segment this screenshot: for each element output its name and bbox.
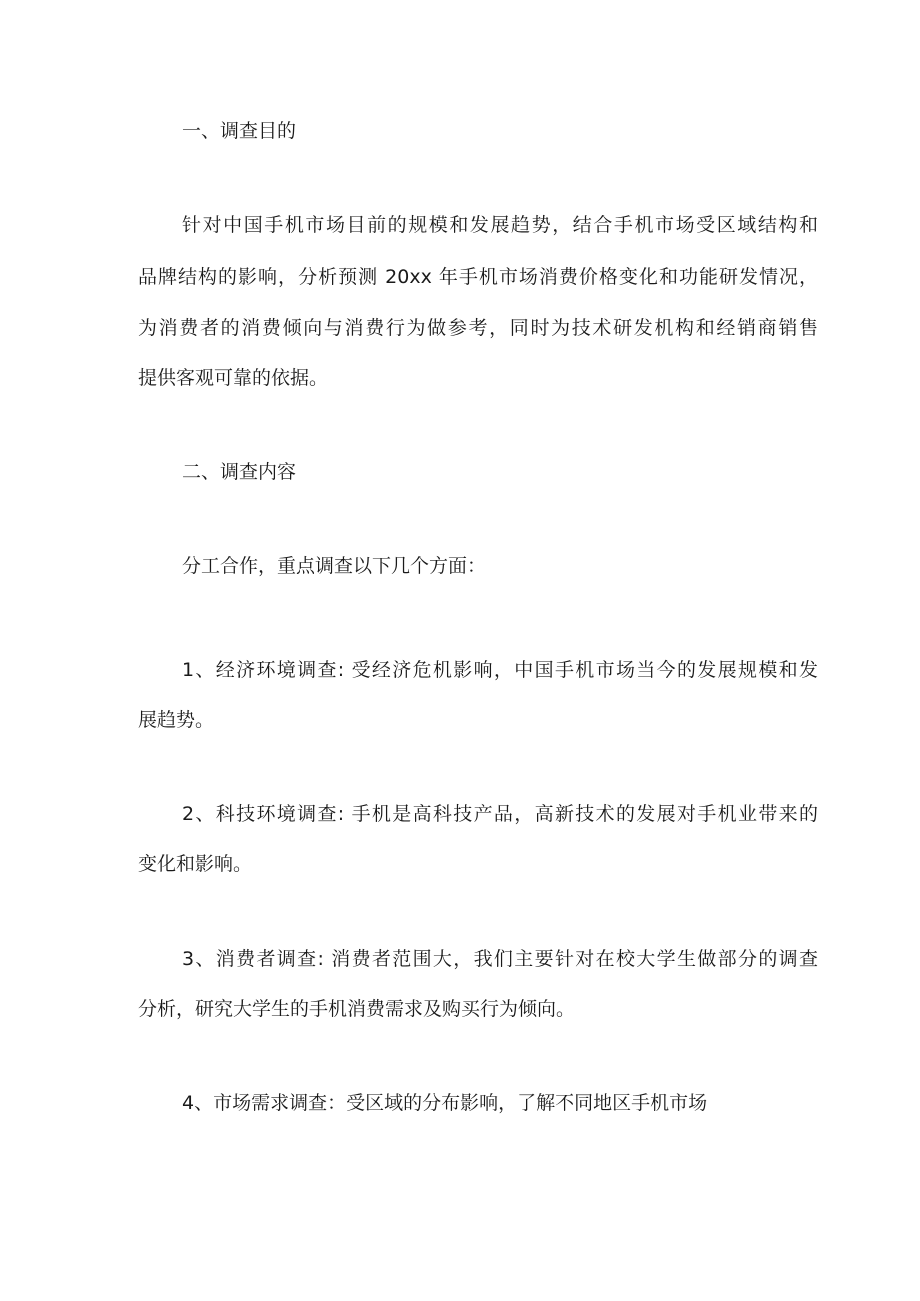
paragraph-line: 针对中国手机市场目前的规模和发展趋势，结合手机市场受区域结构和 [182, 214, 818, 236]
list-item-line: 变化和影响。 [138, 853, 253, 875]
list-item-line: 2、科技环境调查: 手机是高科技产品，高新技术的发展对手机业带来的 [182, 803, 818, 825]
paragraph-line: 品牌结构的影响，分析预测 20xx 年手机市场消费价格变化和功能研发情况， [138, 266, 818, 288]
list-item-line: 展趋势。 [138, 709, 215, 731]
list-item-line: 3、消费者调查: 消费者范围大，我们主要针对在校大学生做部分的调查 [182, 948, 818, 970]
list-item-line: 分析，研究大学生的手机消费需求及购买行为倾向。 [138, 998, 576, 1020]
intro-line: 分工合作，重点调查以下几个方面： [182, 555, 487, 577]
section-heading-content: 二、调查内容 [182, 461, 297, 483]
section-heading-purpose: 一、调查目的 [182, 120, 297, 142]
paragraph-line: 为消费者的消费倾向与消费行为做参考，同时为技术研发机构和经销商销售 [138, 317, 818, 339]
paragraph-line: 提供客观可靠的依据。 [138, 367, 329, 389]
list-item-line: 1、经济环境调查: 受经济危机影响，中国手机市场当今的发展规模和发 [182, 659, 818, 681]
list-item-line: 4、市场需求调查：受区域的分布影响，了解不同地区手机市场 [182, 1092, 708, 1114]
